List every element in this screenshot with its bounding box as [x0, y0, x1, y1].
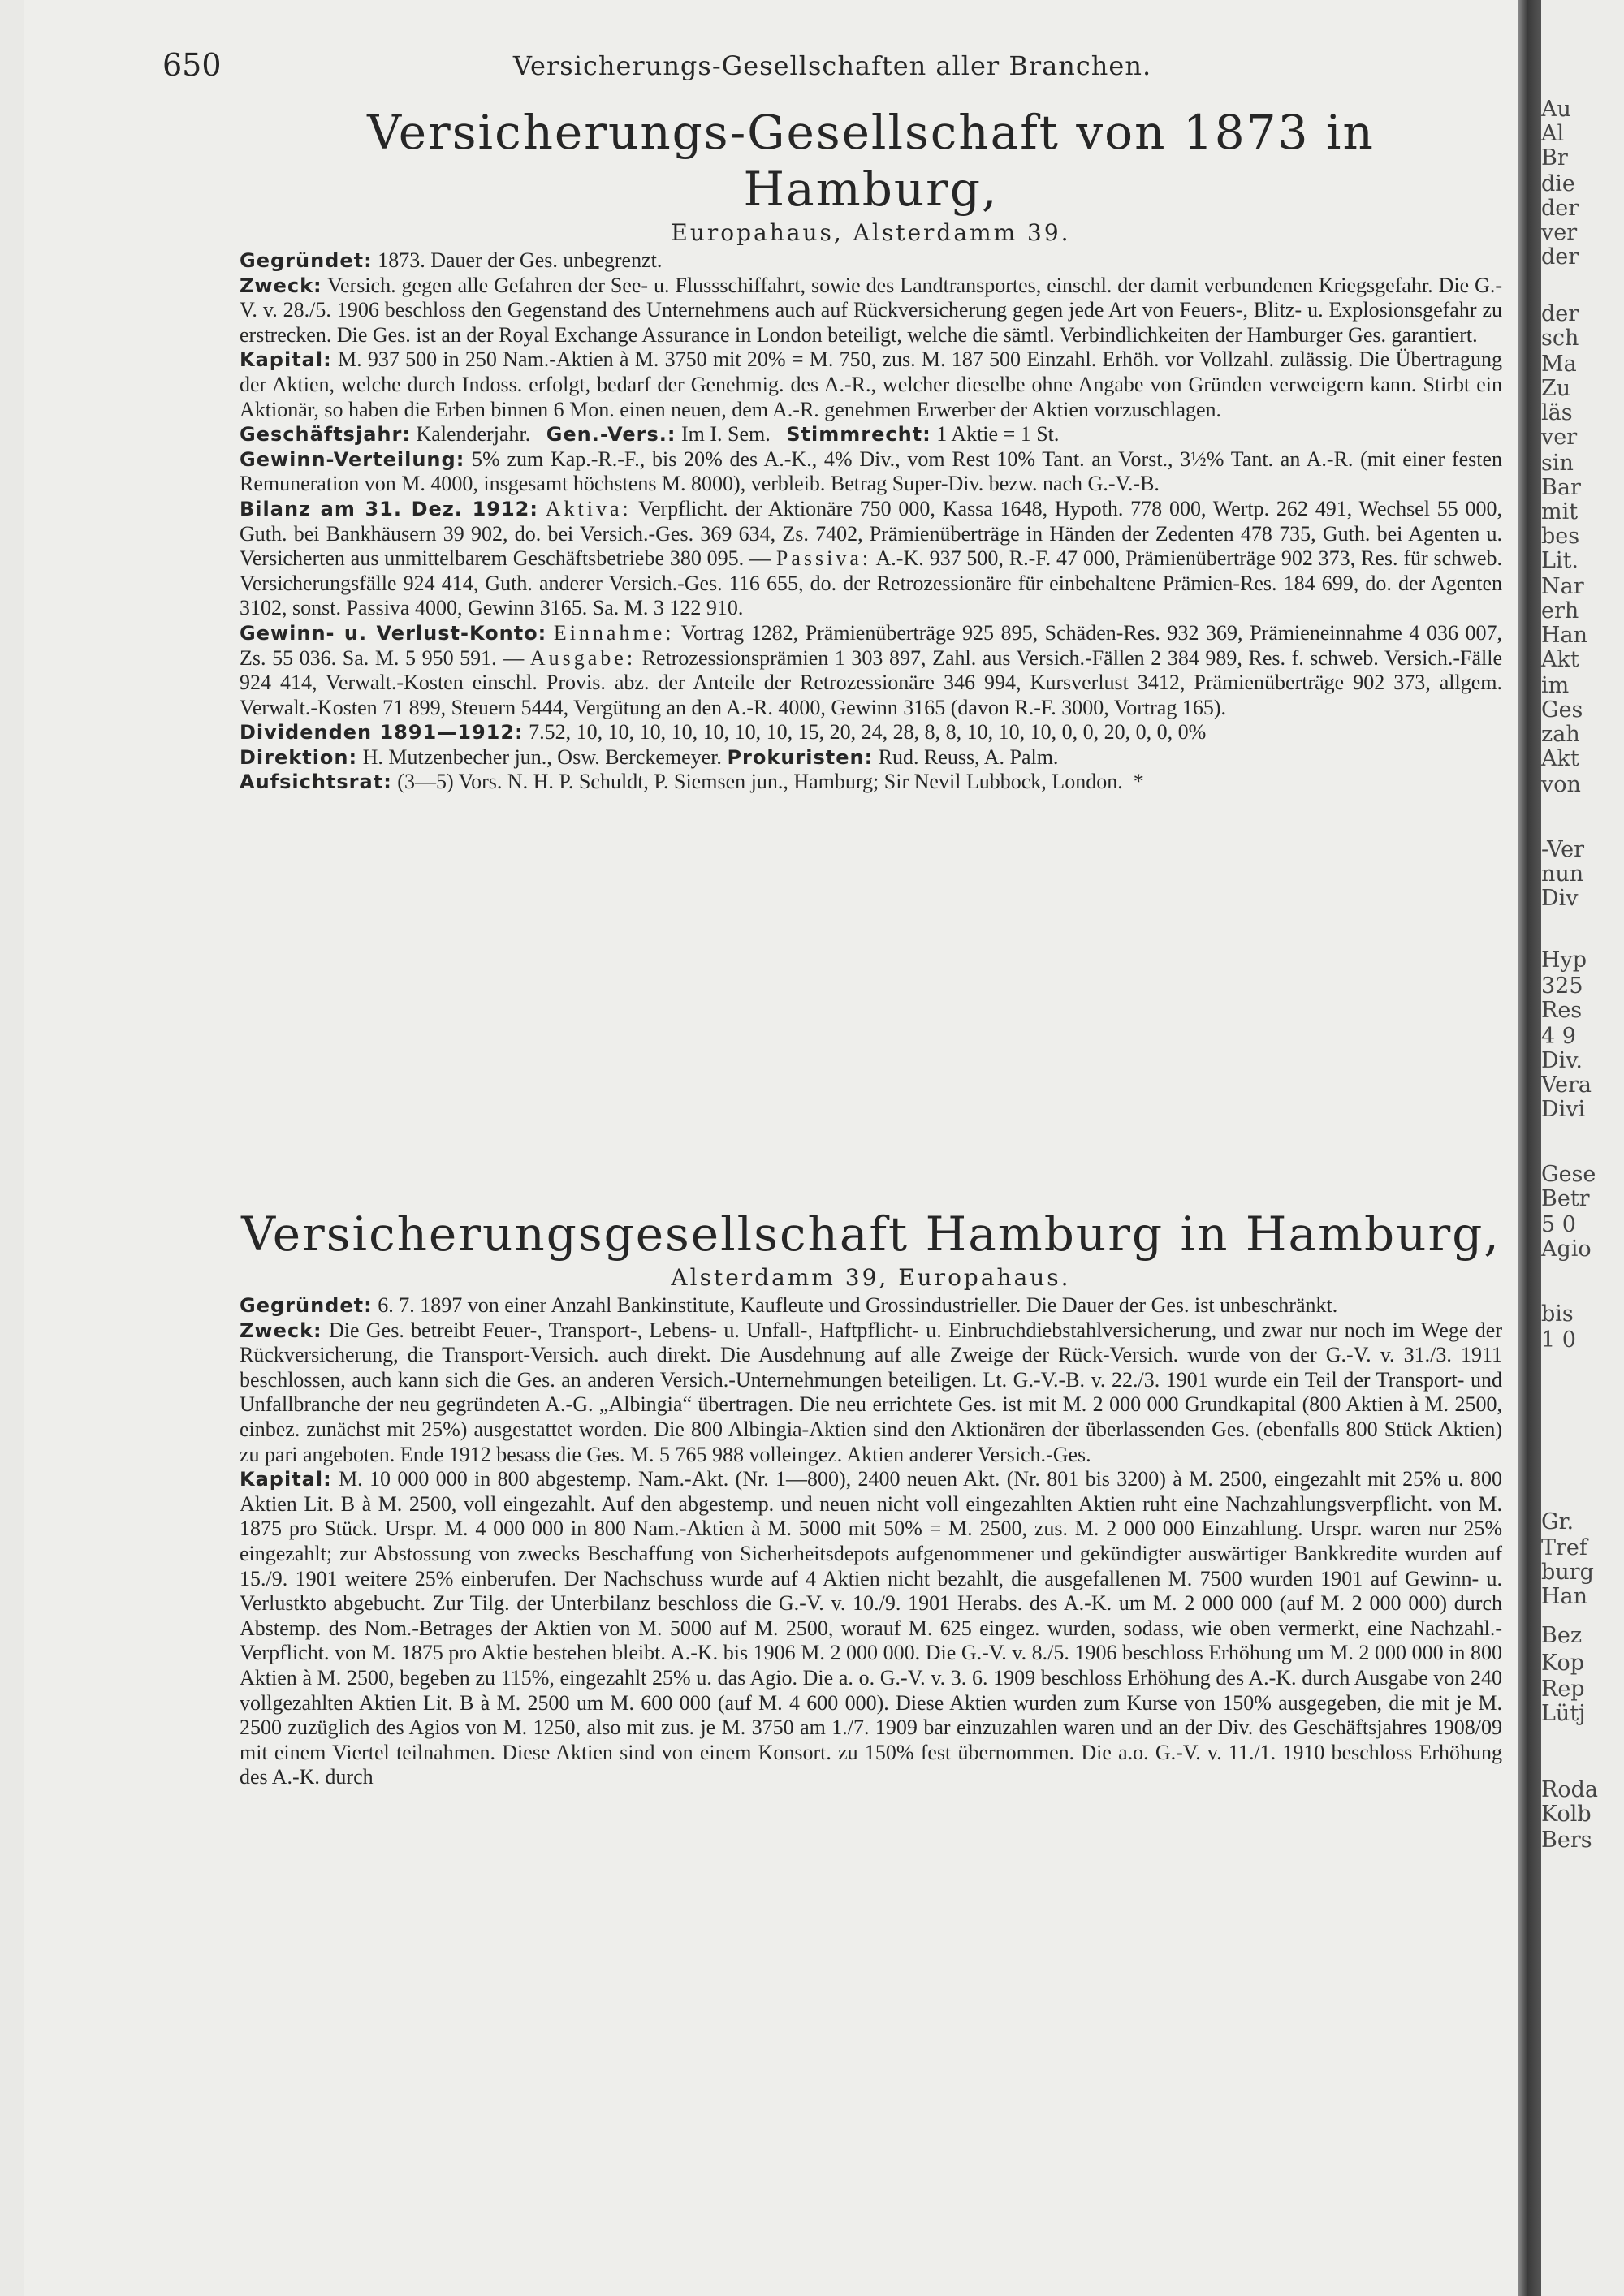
facing-page-fragment: Roda — [1541, 1777, 1598, 1802]
authorized-signatories-text: Rud. Reuss, A. Palm. — [878, 744, 1059, 769]
facing-page-fragment: 1 0 — [1541, 1327, 1576, 1353]
facing-page-fragment: burg — [1541, 1560, 1594, 1585]
facing-page-fragment: Lütj — [1541, 1701, 1586, 1726]
facing-page-fragment: erh — [1541, 598, 1579, 624]
facing-page-fragment: Agio — [1541, 1236, 1592, 1262]
facing-page-fragment: Akt — [1541, 647, 1579, 672]
balance-sheet-label: Bilanz am 31. Dez. 1912: — [240, 497, 538, 520]
facing-page-fragment: Kop — [1541, 1651, 1584, 1676]
voting-right-text: 1 Aktie = 1 St. — [936, 422, 1060, 447]
dividends-text: 7.52, 10, 10, 10, 10, 10, 10, 10, 15, 20, 24, 28, 8, 8, 10, 10, 10, 0, 0, 20, 0, 0, 0% — [529, 720, 1207, 744]
facing-page-fragment: -Ver — [1541, 837, 1585, 862]
founded-label: Gegründet: — [240, 1294, 373, 1317]
facing-page-fragment: der — [1541, 196, 1579, 221]
facing-page-fragment: Rep — [1541, 1677, 1585, 1702]
facing-page-fragment: Bar — [1541, 475, 1581, 500]
capital-paragraph — [240, 1467, 1502, 1790]
facing-page-fragment: Au — [1541, 97, 1571, 122]
facing-page-fragment: Nar — [1541, 574, 1584, 599]
facing-page-fragment: Ges — [1541, 697, 1583, 723]
expenses-text: Retrozessionsprämien 1 303 897, Zahl. aus Versich.-Fällen 2 384 989, Res. f. schweb. Versich.-Fälle 924 414, Verwalt.-Kosten einschl. Provis. abz. der Anteile der Retrozessionäre 346 994, Kursverlust 3412, Prämienüberträge 902 373, allgem. Verwalt.-Kosten 71 899, Steuern 5444, Vergütung an den A.-R. 4000, Gewinn 3165 (davon R.-F. 3000, Vortrag 165). — [240, 645, 1503, 719]
liabilities-text: A.-K. 937 500, R.-F. 47 000, Prämienüberträge 902 373, Res. für schweb. Versicherungsfälle 924 414, Guth. anderer Versich.-Ges. 116 655, do. der Retrozessionäre für einbehaltene Prämien-Res. 184 699, do. der Agenten 3102, sonst. Passiva 4000, Gewinn 3165. Sa. M. 3 122 910. — [240, 546, 1502, 620]
purpose-text: Die Ges. betreibt Feuer-, Transport-, Lebens- u. Unfall-, Haftpflicht- u. Einbruchdiebstahlversicherung, und zwar nur noch im Wege der Rückversicherung, die Transport-Versich. auch direkt. Die Ausdehnung auf alle Zweige der Rück-Versich. wurde von der G.-V. v. 31./3. 1911 beschlossen, auch kann sich die Ges. an anderen Versich.-Unternehmungen beteiligen. Lt. G.-V.-B. v. 22./3. 1901 wurde ein Teil der Transport- und Unfallbranche der neu gegründeten A.-G. „Albingia“ übertragen. Die neu errichtete Ges. ist mit M. 2 000 000 Grundkapital (800 Aktien à M. 2500, einbez. zunächst mit 25%) ausgestattet worden. Die 800 Albingia-Aktien sind den Aktionären der überlassenden Ges. (ebenfalls 800 Stück Aktien) zu pari angeboten. Ende 1912 besass die Ges. M. 5 765 988 volleingez. Aktien anderer Versich.-Ges. — [240, 1318, 1503, 1466]
facing-page-fragment: Vera — [1541, 1072, 1592, 1098]
facing-page-fragment: Gr. — [1541, 1509, 1574, 1534]
facing-page-fragment: Akt — [1541, 746, 1579, 771]
supervisory-board-label: Aufsichtsrat: — [240, 770, 392, 794]
business-year-paragraph — [240, 422, 1502, 447]
facing-page-fragment: Ma — [1541, 352, 1577, 377]
assets-label: Aktiva: — [545, 496, 632, 520]
end-mark: * — [1133, 770, 1144, 794]
facing-page-fragment: Divi — [1541, 1097, 1586, 1122]
dividends-paragraph — [240, 720, 1502, 745]
company-address: Alsterdamm 39, Europahaus. — [671, 1264, 1071, 1291]
facing-page-fragment: 325 — [1541, 973, 1583, 999]
purpose-label: Zweck: — [240, 1318, 322, 1342]
business-year-text: Kalenderjahr. — [416, 422, 531, 447]
purpose-paragraph — [240, 274, 1502, 348]
supervisory-board-paragraph — [240, 770, 1502, 795]
facing-page-fragment: bis — [1541, 1301, 1574, 1327]
company-address: Europahaus, Alsterdamm 39. — [671, 219, 1071, 246]
expenses-label: Ausgabe: — [529, 645, 637, 670]
founded-paragraph — [240, 248, 1502, 274]
business-year-label: Geschäftsjahr: — [240, 423, 411, 447]
facing-page-fragment: der — [1541, 244, 1579, 270]
income-label: Einnahme: — [553, 620, 675, 645]
facing-page-fragment: Han — [1541, 623, 1588, 648]
founded-text: 6. 7. 1897 von einer Anzahl Bankinstitute, Kaufleute und Grossindustrieller. Die Dauer der Ges. ist unbeschränkt. — [378, 1293, 1338, 1317]
facing-page-edge — [1541, 0, 1624, 2296]
facing-page-fragment: Zu — [1541, 376, 1571, 401]
facing-page-fragment: von — [1541, 772, 1581, 797]
facing-page-fragment: Bers — [1541, 1828, 1592, 1853]
facing-page-fragment: 4 9 — [1541, 1024, 1576, 1049]
capital-paragraph — [240, 347, 1502, 422]
profit-distribution-paragraph — [240, 447, 1502, 497]
general-meeting-label: Gen.-Vers.: — [546, 423, 676, 447]
facing-page-fragment: ver — [1541, 425, 1578, 450]
purpose-paragraph — [240, 1318, 1502, 1468]
book-page — [24, 0, 1518, 2296]
profit-distribution-text: 5% zum Kap.-R.-F., bis 20% des A.-K., 4% Div., vom Rest 10% Tant. an Vorst., 3½% Tant. an A.-R. (mit einer festen Remuneration von M. 4000, insgesamt höchstens M. 8000), verbleib. Betrag Super-Div. bezw. nach G.-V.-B. — [240, 447, 1502, 496]
capital-label: Kapital: — [240, 348, 332, 372]
facing-page-fragment: Lit. — [1541, 548, 1579, 573]
capital-label: Kapital: — [240, 1468, 332, 1491]
book-gutter — [1518, 0, 1541, 2296]
company-title: Versicherungsgesellschaft Hamburg in Hamburg, — [241, 1206, 1501, 1262]
profit-loss-paragraph — [240, 621, 1502, 720]
facing-page-fragment: Gese — [1541, 1162, 1596, 1187]
assets-text: Verpflicht. der Aktionäre 750 000, Kassa 1648, Hypoth. 778 000, Wertp. 262 491, Wechsel 55 000, Guth. bei Bankhäusern 39 902, do. bei Versich.-Ges. 369 634, Zs. 7402, Prämienüberträge in Händen der Zedenten 478 735, Guth. bei Agenten u. Versicherten aus unmittelbarem Geschäftsbetriebe 380 095. — — [240, 496, 1503, 571]
founded-paragraph — [240, 1293, 1502, 1318]
company-entry-1873 — [240, 104, 1502, 795]
capital-text: M. 10 000 000 in 800 abgestemp. Nam.-Akt. (Nr. 1—800), 2400 neuen Akt. (Nr. 801 bis 3200) à M. 2500, eingezahlt mit 25% u. 800 Aktien Lit. B à M. 2500, voll eingezahlt. Auf den abgestemp. und neuen nicht voll eingezahlten Aktien ruht eine Nachzahlungsverpflicht. von M. 1875 pro Stück. Urspr. M. 4 000 000 in 800 Nam.-Aktien à M. 5000 mit 50% = M. 2500, zus. M. 2 000 000 Einzahlung. Urspr. waren nur 25% eingezahlt; zur Abstossung von zwecks Beschaffung von Sicherheitsdepots aufgenommener und gekündigter auswärtiger Bankkredite wurden auf 15./9. 1901 weitere 25% einberufen. Der Nachschuss wurde auf 4 Aktien nicht bezahlt, die ausgefallenen M. 7500 wurden 1901 auf Gewinn- u. Verlustkto abgebucht. Zur Tilg. der Unterbilanz beschloss die G.-V. v. 10./9. 1901 Herabs. des A.-K. um M. 2 000 000 (auf M. 2 000 000) durch Abstemp. des Nom.-Betrages der Aktien von M. 5000 auf M. 2500, worauf M. 625 eingez. wurden, sodass, wie oben vermerkt, eine Nachzahl.-Verpflicht. von M. 1875 pro Aktie bestehen bleibt. A.-K. bis 1906 M. 2 000 000. Die G.-V. v. 8./5. 1906 beschloss Erhöhung um M. 2 000 000 in 800 Aktien à M. 2500, begeben zu 115%, eingezahlt 25% u. das Agio. Die a. o. G.-V. v. 3. 6. 1909 beschloss Erhöhung des A.-K. durch Ausgabe von 240 vollgezahlten Aktien Lit. B à M. 2500 um M. 600 000 (auf M. 4 600 000). Diese Aktien wurden zum Kurse von 150% ausgegeben, die mit je M. 2500 zuzüglich des Agios von M. 1250, also mit zus. je M. 3750 am 1./7. 1909 bar einzuzahlen waren und an der Div. des Geschäftsjahres 1908/09 mit einem Viertel teilnahmen. Diese Aktien sind von einem Konsort. zu 150% fest übernommen. Die a.o. G.-V. v. 11./1. 1910 beschloss Erhöhung des A.-K. durch — [240, 1467, 1503, 1789]
management-label: Direktion: — [240, 745, 358, 769]
facing-page-fragment: im — [1541, 673, 1570, 698]
supervisory-board-text: (3—5) Vors. N. H. P. Schuldt, P. Siemsen jun., Hamburg; Sir Nevil Lubbock, London. — [397, 770, 1123, 794]
facing-page-fragment: Hyp — [1541, 947, 1587, 973]
founded-text: 1873. Dauer der Ges. unbegrenzt. — [378, 248, 663, 272]
facing-page-fragment: Betr — [1541, 1186, 1590, 1211]
facing-page-fragment: Kolb — [1541, 1802, 1592, 1827]
purpose-label: Zweck: — [240, 274, 322, 297]
capital-text: M. 937 500 in 250 Nam.-Aktien à M. 3750 mit 20% = M. 750, zus. M. 187 500 Einzahl. Erhöh. vor Vollzahl. zulässig. Die Übertragung der Aktien, welche durch Indoss. erfolgt, bedarf der Genehmig. des A.-R., welcher dieselbe ohne Angabe von Gründen verweigern kann. Stirbt ein Aktionär, so haben die Erben binnen 6 Mon. einen neuen, dem A.-R. genehmen Erwerber der Aktien vorzuschlagen. — [240, 347, 1502, 421]
voting-right-label: Stimmrecht: — [786, 423, 931, 447]
facing-page-fragment: Han — [1541, 1584, 1588, 1609]
facing-page-fragment: Div. — [1541, 1048, 1583, 1073]
facing-page-fragment: 5 0 — [1541, 1212, 1576, 1237]
facing-page-fragment: der — [1541, 301, 1579, 326]
balance-sheet-paragraph — [240, 497, 1502, 621]
facing-page-fragment: sin — [1541, 451, 1574, 476]
profit-distribution-label: Gewinn-Verteilung: — [240, 447, 465, 471]
facing-page-fragment: bes — [1541, 524, 1580, 549]
facing-page-fragment: nun — [1541, 861, 1584, 887]
facing-page-fragment: Res — [1541, 998, 1583, 1023]
facing-page-fragment: läs — [1541, 400, 1573, 425]
general-meeting-text: Im I. Sem. — [680, 422, 771, 447]
purpose-text: Versich. gegen alle Gefahren der See- u. Flussschiffahrt, sowie des Landtransportes, einschl. der damit verbundenen Kriegsgefahr. Die G.-V. v. 28./5. 1906 beschloss den Gegenstand des Unternehmens auch auf Rückversicherung gegen jede Art von Feuers-, Blitz- u. Explosionsgefahr zu erstrecken. Die Ges. ist an der Royal Exchange Assurance in London beteiligt, welche die sämtl. Verbindlichkeiten der Hamburger Ges. garantiert. — [240, 273, 1502, 347]
page-number: 650 — [162, 47, 222, 83]
authorized-signatories-label: Prokuristen: — [727, 745, 874, 769]
facing-page-fragment: zah — [1541, 722, 1580, 747]
dividends-label: Dividenden 1891—1912: — [240, 721, 524, 744]
running-title: Versicherungs-Gesellschaften aller Branchen. — [512, 50, 1152, 81]
facing-page-fragment: Al — [1541, 121, 1565, 146]
liabilities-label: Passiva: — [775, 546, 872, 571]
company-entry-hamburg — [240, 1206, 1502, 1790]
facing-page-fragment: ver — [1541, 220, 1578, 245]
facing-page-fragment: sch — [1541, 326, 1579, 351]
facing-page-fragment: mit — [1541, 499, 1579, 524]
income-text: Vortrag 1282, Prämienüberträge 925 895, Schäden-Res. 932 369, Prämieneinnahme 4 036 007, Zs. 55 036. Sa. M. 5 950 591. — — [240, 620, 1503, 670]
page-header — [162, 47, 1502, 88]
founded-label: Gegründet: — [240, 249, 373, 272]
facing-page-fragment: Bez — [1541, 1623, 1583, 1648]
facing-page-fragment: Tref — [1541, 1535, 1587, 1560]
facing-page-fragment: Br — [1541, 145, 1568, 170]
facing-page-fragment: die — [1541, 171, 1575, 196]
management-paragraph — [240, 745, 1502, 770]
management-text: H. Mutzenbecher jun., Osw. Berckemeyer. — [362, 744, 722, 769]
company-title: Versicherungs-Gesellschaft von 1873 in Hamburg, — [367, 105, 1375, 217]
profit-loss-label: Gewinn- u. Verlust-Konto: — [240, 621, 547, 645]
facing-page-fragment: Div — [1541, 886, 1579, 911]
